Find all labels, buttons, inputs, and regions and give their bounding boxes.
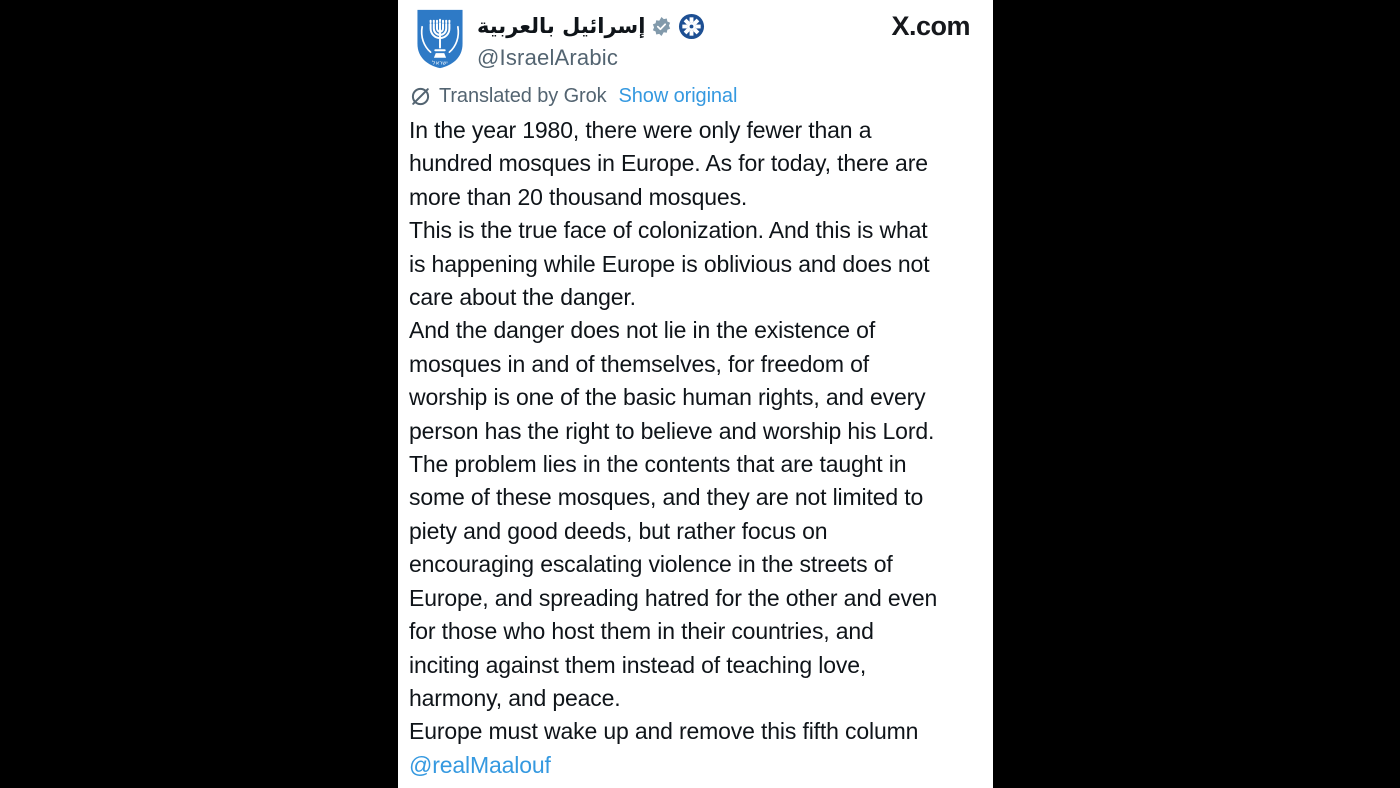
user-id-block — [477, 10, 705, 71]
tweet-text-line: inciting against them instead of teaching love, — [409, 651, 867, 678]
tweet-text-line: Europe must wake up and remove this fifth column — [409, 718, 919, 745]
tweet-card — [398, 0, 993, 788]
tweet-text-line: The problem lies in the contents that are taught in — [409, 451, 907, 478]
tweet-text-line: This is the true face of colonization. And this is what — [409, 217, 928, 244]
user-handle[interactable]: @IsraelArabic — [477, 45, 619, 70]
tweet-text-line: Europe, and spreading hatred for the other and even — [409, 584, 938, 611]
tweet-text-line: worship is one of the basic human rights, and every — [409, 384, 926, 411]
translation-status-label: Translated by Grok — [439, 85, 607, 107]
show-original-link[interactable]: Show original — [618, 85, 738, 107]
name-row — [477, 10, 705, 42]
tweet-text-line: is happening while Europe is oblivious and does not — [409, 250, 930, 277]
tweet-text-line: for those who host them in their countries, and — [409, 618, 874, 645]
x-com-watermark[interactable]: X.com — [891, 11, 970, 41]
tweet-text-line: harmony, and peace. — [409, 684, 621, 711]
tweet-text-line: more than 20 thousand mosques. — [409, 183, 748, 210]
tweet-text-line: In the year 1980, there were only fewer than a — [409, 117, 872, 143]
translation-bar — [410, 85, 737, 108]
tweet-text-line: encouraging escalating violence in the streets of — [409, 551, 893, 578]
tweet-text-line: mosques in and of themselves, for freedom of — [409, 350, 870, 377]
tweet-text-line: care about the danger. — [409, 284, 636, 311]
grok-translate-icon — [410, 86, 431, 107]
affiliate-badge-icon — [678, 13, 705, 40]
verified-badge-icon — [652, 17, 671, 36]
tweet-text-line: some of these mosques, and they are not limited to — [409, 484, 924, 511]
tweet-text-line: person has the right to believe and worship his Lord. — [409, 417, 935, 444]
tweet-text-line: hundred mosques in Europe. As for today, there are — [409, 150, 928, 177]
tweet-text-line: And the danger does not lie in the existence of — [409, 317, 876, 344]
svg-text:ישראל: ישראל — [432, 60, 448, 67]
display-name[interactable]: إسرائيل بالعربية — [477, 14, 646, 38]
israel-emblem-icon — [411, 8, 469, 70]
mention-link[interactable]: @realMaalouf — [409, 751, 551, 778]
tweet-text — [409, 114, 987, 782]
avatar[interactable] — [411, 8, 469, 70]
tweet-text-line: piety and good deeds, but rather focus on — [409, 517, 828, 544]
